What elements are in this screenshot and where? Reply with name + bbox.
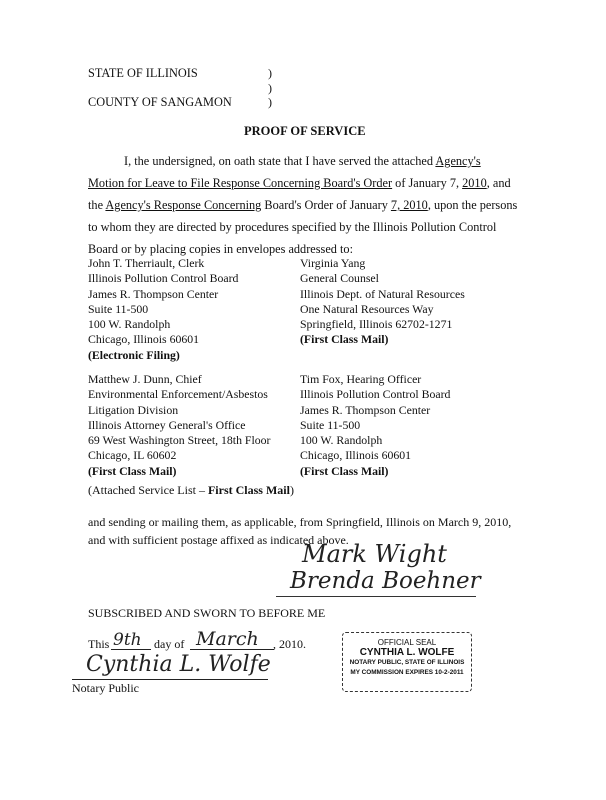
address-line: Environmental Enforcement/Asbestos <box>88 387 268 402</box>
address-line: Illinois Attorney General's Office <box>88 417 246 432</box>
address-line: Matthew J. Dunn, Chief <box>88 372 202 386</box>
delivery-method: (First Class Mail) <box>88 463 177 478</box>
address-line: Chicago, Illinois 60601 <box>300 448 412 463</box>
jurat-day-of: day of <box>154 637 185 651</box>
address-line: Tim Fox, Hearing Officer <box>300 372 422 386</box>
recipient-block-2 <box>300 256 465 348</box>
address-line: James R. Thompson Center <box>88 286 219 301</box>
service-list-note <box>88 483 294 498</box>
signature-mark-wight: Mark Wight <box>302 540 447 568</box>
address-line: Chicago, Illinois 60601 <box>88 332 200 347</box>
address-line: Suite 11-500 <box>88 301 149 316</box>
service-list-prefix: (Attached Service List – <box>88 483 208 497</box>
paragraph-text-2: of January 7, <box>392 176 463 190</box>
signature-brenda-boehner: Brenda Boehner <box>290 568 481 594</box>
seal-name: CYNTHIA L. WOLFE <box>359 647 455 658</box>
paragraph-text-5: , upon the persons to whom they are directed by procedures specified by the Illinois Pollution Control Board or by placing copies in envelopes addressed to: <box>88 198 518 256</box>
handwritten-day: 9th <box>113 630 142 650</box>
motion-document-title: Agency's Motion for Leave to File Response Concerning Board's Order <box>88 154 481 190</box>
recipient-block-3 <box>88 372 270 479</box>
caption-bracket-1: ) <box>268 66 272 80</box>
address-line: Suite 11-500 <box>300 417 361 432</box>
address-line: 100 W. Randolph <box>88 317 171 332</box>
address-line: 69 West Washington Street, 18th Floor <box>88 433 271 448</box>
caption-county: COUNTY OF SANGAMON <box>88 95 232 109</box>
order-year: 2010 <box>462 176 487 190</box>
address-line: Illinois Pollution Control Board <box>88 271 239 286</box>
document-title: PROOF OF SERVICE <box>244 124 366 138</box>
handwritten-month: March <box>196 628 259 650</box>
service-list-method: First Class Mail <box>207 483 290 497</box>
jurat-this: This <box>88 637 110 651</box>
notary-signature-line <box>72 679 268 680</box>
recipient-block-4 <box>300 372 450 479</box>
caption-state: STATE OF ILLINOIS <box>88 66 198 80</box>
order-date: 7, 2010 <box>390 198 428 212</box>
closing-line-2: and with sufficient postage affixed as indicated above. <box>88 533 349 547</box>
address-line: James R. Thompson Center <box>300 402 431 417</box>
notary-signature: Cynthia L. Wolfe <box>86 652 271 677</box>
address-line: Litigation Division <box>88 402 179 417</box>
official-seal-stamp <box>342 632 472 692</box>
paragraph-text-3: , and the <box>88 176 511 212</box>
seal-title: OFFICIAL SEAL <box>377 638 437 647</box>
address-line: One Natural Resources Way <box>300 301 434 316</box>
jurat-year: , 2010. <box>273 637 306 651</box>
address-line: General Counsel <box>300 271 379 286</box>
paragraph-text-4: Board's Order of January <box>261 198 391 212</box>
address-line: Virginia Yang <box>300 256 366 270</box>
response-document-title: Agency's Response Concerning <box>105 198 262 212</box>
recipient-block-1 <box>88 256 238 363</box>
jurat-heading: SUBSCRIBED AND SWORN TO BEFORE ME <box>88 606 326 620</box>
caption-bracket-2: ) <box>268 81 272 95</box>
service-list-suffix: ) <box>289 483 294 497</box>
address-line: Chicago, IL 60602 <box>88 448 177 463</box>
paragraph-text-1: I, the undersigned, on oath state that I have served the attached <box>124 154 436 168</box>
delivery-method: (First Class Mail) <box>300 332 389 347</box>
seal-expiration: MY COMMISSION EXPIRES 10-2-2011 <box>350 669 464 676</box>
address-line: Illinois Pollution Control Board <box>300 387 451 402</box>
address-line: Illinois Dept. of Natural Resources <box>300 286 465 301</box>
service-paragraph <box>88 150 518 260</box>
address-line: John T. Therriault, Clerk <box>88 256 205 270</box>
caption-bracket-3: ) <box>268 95 272 109</box>
notary-public-label: Notary Public <box>72 681 139 695</box>
delivery-method: (First Class Mail) <box>300 463 389 478</box>
address-line: 100 W. Randolph <box>300 433 383 448</box>
seal-state: NOTARY PUBLIC, STATE OF ILLINOIS <box>349 659 465 666</box>
closing-line-1: and sending or mailing them, as applicable, from Springfield, Illinois on March 9, 2010, <box>88 515 512 529</box>
signature-line <box>276 596 476 597</box>
delivery-method: (Electronic Filing) <box>88 347 180 362</box>
address-line: Springfield, Illinois 62702-1271 <box>300 317 453 332</box>
